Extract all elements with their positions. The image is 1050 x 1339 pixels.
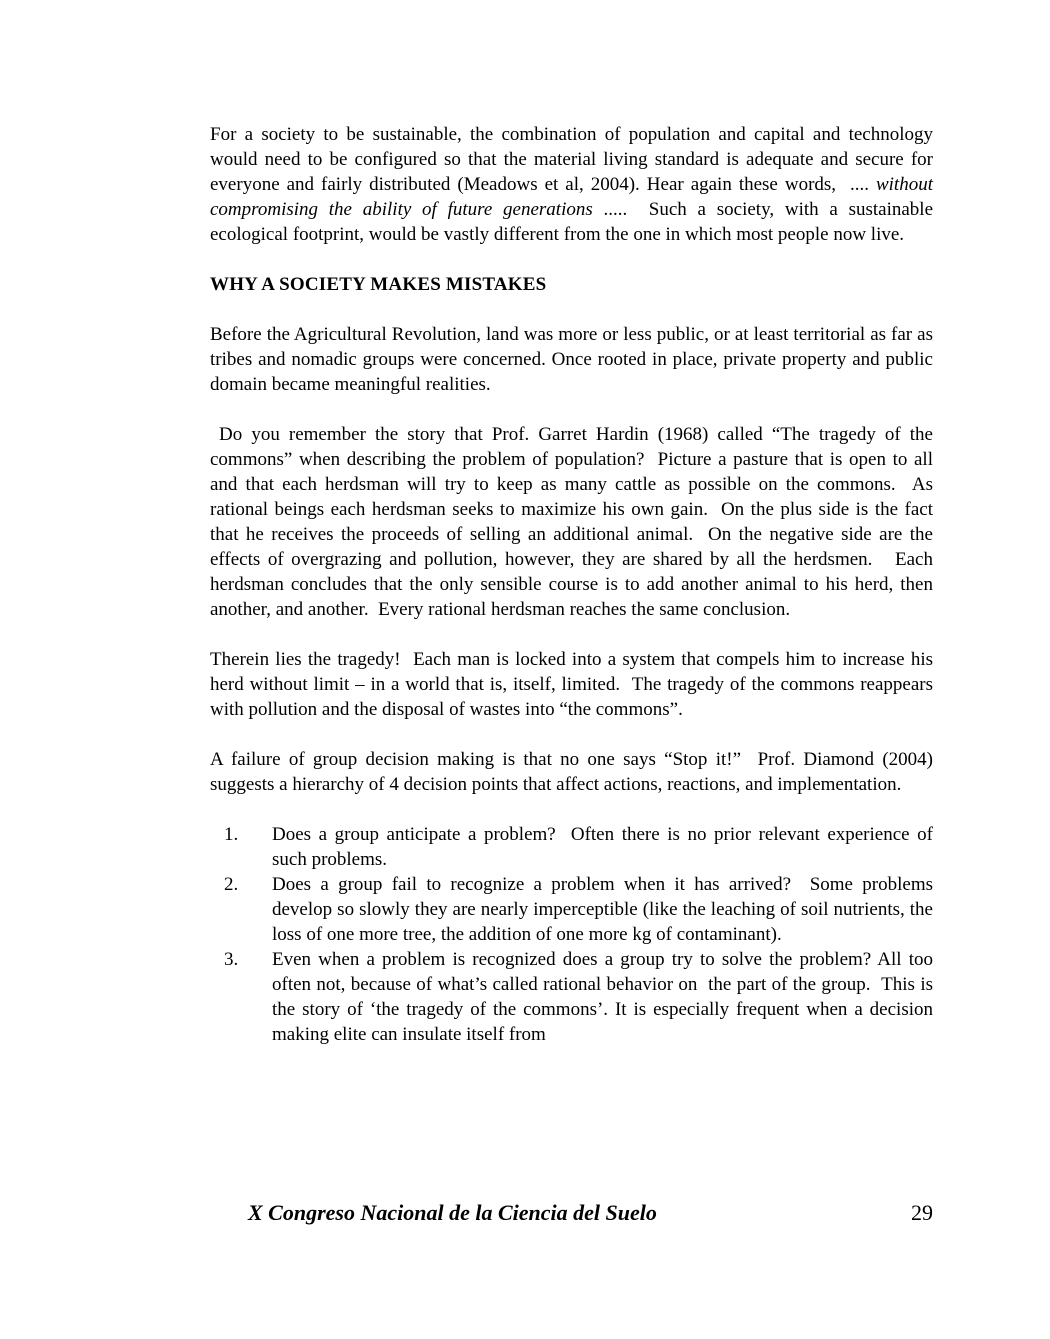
- list-item: [222, 872, 933, 947]
- paragraph-therein-tragedy: Therein lies the tragedy! Each man is locked into a system that compels him to increase his herd without limit – in a world that is, itself, limited. The tragedy of the commons reappears with pollution and the disposal of wastes into “the commons”.: [210, 649, 933, 720]
- list-item-number: 2.: [224, 874, 239, 895]
- paragraph-sustainability-quote: without compromising the ability of future generations: [210, 174, 933, 220]
- list-item-number: 1.: [224, 824, 239, 845]
- list-item-number: 3.: [224, 949, 239, 970]
- page-footer: [210, 1198, 933, 1228]
- paragraph-hardin-commons: Do you remember the story that Prof. Garret Hardin (1968) called “The tragedy of the commons” when describing the problem of population? Picture a pasture that is open to all and that each herdsman will try to keep as many cattle as possible on the commons. As rational beings each herdsman seeks to maximize his own gain. On the plus side is the fact that he receives the proceeds of selling an additional animal. On the negative side are the effects of overgrazing and pollution, however, they are shared by all the herdsmen. Each herdsman concludes that the only sensible course is to add another animal to his herd, then another, and another. Every rational herdsman reaches the same conclusion.: [210, 424, 933, 620]
- paragraph-sustainability-tail: ..... Such a society, with a sustainable ecological footprint, would be vastly different from the one in which most people now live.: [210, 199, 934, 245]
- page-content: [210, 122, 933, 1047]
- list-item: [222, 822, 933, 872]
- footer-journal-title: X Congreso Nacional de la Ciencia del Suelo: [248, 1200, 657, 1225]
- section-heading: WHY A SOCIETY MAKES MISTAKES: [210, 274, 547, 295]
- paragraph-sustainability: [210, 122, 933, 247]
- paragraph-sustainability-lead: For a society to be sustainable, the combination of population and capital and technology would need to be configured so that the material living standard is adequate and secure for everyone and fairly distributed (Meadows et al, 2004). Hear again these words, ....: [210, 124, 933, 195]
- footer-page-number: 29: [911, 1200, 933, 1225]
- list-item-text: Does a group anticipate a problem? Often there is no prior relevant experience of such problems.: [272, 824, 933, 870]
- decision-points-list: [222, 822, 933, 1047]
- list-item-text: Does a group fail to recognize a problem when it has arrived? Some problems develop so slowly they are nearly imperceptible (like the leaching of soil nutrients, the loss of one more tree, the addition of one more kg of contaminant).: [272, 874, 933, 945]
- list-item: [222, 947, 933, 1047]
- paragraph-agricultural-revolution: Before the Agricultural Revolution, land was more or less public, or at least territorial as far as tribes and nomadic groups were concerned. Once rooted in place, private property and public domain became meaningful realities.: [210, 324, 933, 395]
- list-item-text: Even when a problem is recognized does a group try to solve the problem? All too often not, because of what’s called rational behavior on the part of the group. This is the story of ‘the tragedy of the commons’. It is especially frequent when a decision making elite can insulate itself from: [272, 949, 933, 1045]
- paragraph-group-failure: A failure of group decision making is that no one says “Stop it!” Prof. Diamond (2004) suggests a hierarchy of 4 decision points that affect actions, reactions, and implementation.: [210, 749, 933, 795]
